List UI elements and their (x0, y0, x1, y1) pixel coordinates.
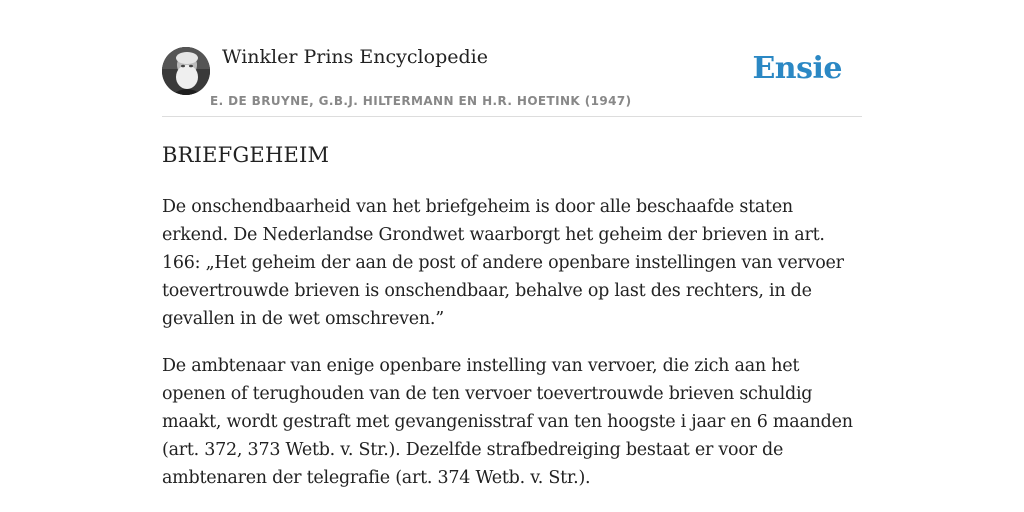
article-title: BRIEFGEHEIM (162, 143, 330, 167)
brand-logo[interactable]: Ensie (752, 51, 842, 86)
article-body (162, 193, 862, 492)
author-avatar (162, 47, 210, 95)
source-header (162, 0, 862, 117)
page (162, 0, 862, 511)
article-paragraph: De onschendbaarheid van het briefgeheim is door alle beschaafde staten erkend. De Nederlandse Grondwet waarborgt het geheim der brieven in art. 166: „Het geheim der aan de post of andere openbare instellingen van vervoer toevertrouwde brieven is onschendbaar, behalve op last des rechters, in de gevallen in de wet omschreven.” (162, 197, 844, 329)
portrait-photo-icon (162, 47, 210, 95)
source-authors: E. DE BRUYNE, G.B.J. HILTERMANN EN H.R. HOETINK (1947) (210, 94, 632, 108)
article-paragraph: De ambtenaar van enige openbare instelling van vervoer, die zich aan het openen of terughouden van de ten vervoer toevertrouwde brieven schuldig maakt, wordt gestraft met gevangenisstraf van ten hoogste i jaar en 6 maanden (art. 372, 373 Wetb. v. Str.). Dezelfde strafbedreiging bestaat er voor de ambtenaren der telegrafie (art. 374 Wetb. v. Str.). (162, 356, 853, 488)
source-title[interactable]: Winkler Prins Encyclopedie (222, 46, 488, 68)
